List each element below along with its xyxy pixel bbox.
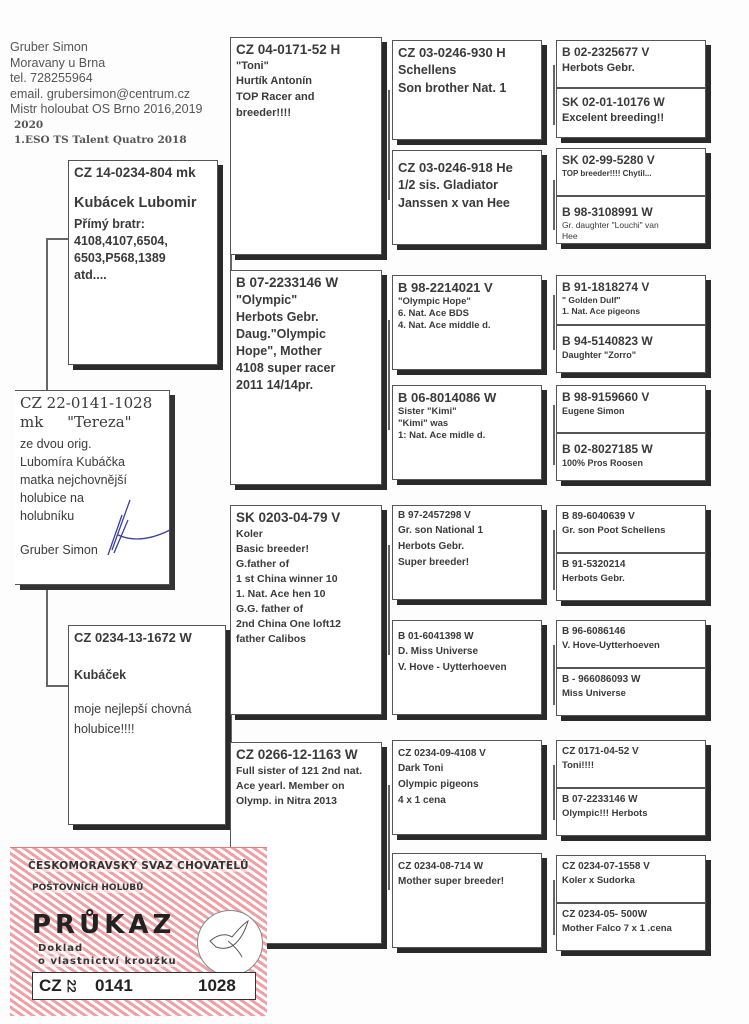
note-line: Hurtík Antonín xyxy=(236,75,312,87)
ring-number: CZ 0234-07-1558 V xyxy=(562,861,650,872)
ring-number: B 98-2214021 V xyxy=(398,280,493,295)
great-grandparent-box xyxy=(392,505,542,600)
great-grandparent-box xyxy=(392,853,542,948)
note-line: Gr. son Poot Schellens xyxy=(562,525,666,536)
note-line: Kubácek Lubomir xyxy=(74,195,197,211)
note-line: holubice!!!! xyxy=(74,722,135,736)
ring-number: CZ 03-0246-918 He xyxy=(398,160,513,175)
note-line: Olymp. in Nitra 2013 xyxy=(236,795,337,807)
note-line: Dark Toni xyxy=(398,763,444,774)
ring-number: CZ 04-0171-52 H xyxy=(236,42,341,57)
grandparent-box xyxy=(230,37,382,255)
great-grandparent-box xyxy=(392,385,542,480)
note-line: Mother super breeder! xyxy=(398,876,505,887)
ring-number-field xyxy=(32,972,256,1000)
note-line: Olympic pigeons xyxy=(398,779,479,790)
connector-line xyxy=(553,180,555,230)
note-line: Koler x Sudorka xyxy=(562,875,635,886)
note-line: 2011 14/14pr. xyxy=(236,378,314,392)
ring-number: CZ 0171-04-52 V xyxy=(562,746,639,757)
ring-number: CZ 0234-09-4108 V xyxy=(398,748,486,759)
gg-grandparent-box xyxy=(556,40,706,88)
note-line: Přímý bratr: xyxy=(74,217,145,231)
gg-grandparent-box xyxy=(556,620,706,668)
gg-grandparent-box xyxy=(556,385,706,433)
note-line: Gr. son National 1 xyxy=(398,525,484,536)
ring-number: SK 0203-04-79 V xyxy=(236,510,341,525)
ring-number: CZ 14-0234-804 mk xyxy=(74,165,196,180)
connector-line xyxy=(46,238,48,393)
note-line: "Kimi" was xyxy=(398,418,449,429)
note-line: G.G. father of xyxy=(236,603,304,615)
note-line: Gr. daughter "Louchi" van xyxy=(562,220,659,230)
connector-line xyxy=(46,685,68,687)
ring-number: CZ 0266-12-1163 W xyxy=(236,747,358,762)
connector-line xyxy=(388,90,390,200)
card-org-line2: POŠTOVNÍCH HOLUBŮ xyxy=(32,883,144,893)
note-line: Sister "Kimi" xyxy=(398,406,457,417)
note-line: TOP breeder!!!! Chytil... xyxy=(562,169,652,178)
ring-year: 22 xyxy=(64,979,79,993)
note-line: "Olympic Hope" xyxy=(398,296,471,307)
ring-number: B 07-2233146 W xyxy=(562,794,638,805)
note-line: Miss Universe xyxy=(562,688,626,699)
note-line: 100% Pros Roosen xyxy=(562,458,644,468)
note-line: Herbots Gebr. xyxy=(562,62,635,74)
note-line: Hee xyxy=(562,231,578,241)
ring-number: SK 02-99-5280 V xyxy=(562,153,655,167)
note-line: holubice na xyxy=(20,491,84,505)
gg-grandparent-box xyxy=(556,275,706,325)
owner-email: email. grubersimon@centrum.cz xyxy=(10,86,191,101)
note-line: Schellens xyxy=(398,63,457,77)
gg-grandparent-box xyxy=(556,553,706,601)
note-line: 1/2 sis. Gladiator xyxy=(398,178,499,192)
ring-number: B 96-6086146 xyxy=(562,626,626,637)
parent-box-dam xyxy=(68,625,226,825)
note-line: Kubáček xyxy=(74,668,127,682)
owner-phone: tel. 728255964 xyxy=(10,71,93,85)
note-line: 1: Nat. Ace midle d. xyxy=(398,430,486,441)
owner-header xyxy=(10,40,202,149)
ring-number: B - 966086093 W xyxy=(562,674,641,685)
note-line: father Calibos xyxy=(236,633,307,645)
note-line: Olympic!!! Herbots xyxy=(562,808,648,819)
connector-line xyxy=(46,238,68,240)
grandparent-box xyxy=(230,270,382,485)
note-line: Herbots Gebr. xyxy=(398,541,465,552)
ring-number: B 89-6040639 V xyxy=(562,511,635,522)
ring-number: B 07-2233146 W xyxy=(236,275,339,290)
note-line: Full sister of 121 2nd nat. xyxy=(236,765,363,777)
ring-number: B 91-1818274 V xyxy=(562,280,650,294)
grandparent-box xyxy=(230,505,382,715)
gg-grandparent-box xyxy=(556,903,706,951)
ring-number: B 02-2325677 V xyxy=(562,45,650,59)
ring-number: CZ 03-0246-930 H xyxy=(398,45,506,60)
connector-line xyxy=(553,765,555,820)
ring-number: B 06-8014086 W xyxy=(398,390,497,405)
ring-number: B 91-5320214 xyxy=(562,559,626,570)
gg-grandparent-box xyxy=(556,740,706,788)
note-line: Janssen x van Hee xyxy=(398,196,510,210)
note-line: Herbots Gebr. xyxy=(562,573,625,584)
ring-number: CZ 0234-08-714 W xyxy=(398,861,484,872)
note-line: Daughter "Zorro" xyxy=(562,350,637,360)
owner-year: 2020 xyxy=(14,118,44,131)
owner-award: 1.ESO TS Talent Quatro 2018 xyxy=(14,134,187,146)
note-line: V. Hove-Uytterhoeven xyxy=(562,640,660,651)
note-line: "Olympic" xyxy=(236,293,298,307)
card-subtitle2: o vlastnictví kroužku xyxy=(38,956,177,967)
signature-scribble xyxy=(100,495,180,560)
note-line: Daug."Olympic xyxy=(236,327,326,341)
ring-number: CZ 0234-05- 500W xyxy=(562,909,648,920)
note-line: 2nd China One loft12 xyxy=(236,618,342,630)
note-line: Excelent breeding!! xyxy=(562,112,665,124)
note-line: G.father of xyxy=(236,558,290,570)
great-grandparent-box xyxy=(392,740,542,835)
note-line: Herbots Gebr. xyxy=(236,310,319,324)
connector-line xyxy=(553,295,555,350)
connector-line xyxy=(553,405,555,465)
note-line: 6503,P568,1389 xyxy=(74,251,166,265)
ring-number: CZ 22-0141-1028 xyxy=(20,394,153,412)
sex-name: mk "Tereza" xyxy=(20,413,132,431)
note-line: Eugene Simon xyxy=(562,406,625,416)
great-grandparent-box xyxy=(392,40,542,140)
note-line: Ace yearl. Member on xyxy=(236,780,345,792)
gg-grandparent-box xyxy=(556,668,706,716)
card-title: PRŮKAZ xyxy=(32,910,176,940)
ring-number: B 01-6041398 W xyxy=(398,631,474,642)
note-line: 1. Nat. Ace pigeons xyxy=(562,306,641,316)
note-line: holubníku xyxy=(20,509,75,523)
card-org-line1: ČESKOMORAVSKÝ SVAZ CHOVATELŮ xyxy=(28,860,249,872)
note-line: TOP Racer and xyxy=(236,91,315,103)
ring-serial: 1028 xyxy=(198,976,236,995)
gg-grandparent-box xyxy=(556,505,706,553)
note-line: 6. Nat. Ace BDS xyxy=(398,308,469,319)
note-line: matka nejchovnější xyxy=(20,473,128,487)
ring-country: CZ xyxy=(39,976,62,995)
great-grandparent-box xyxy=(392,150,542,245)
note-line: 4108 super racer xyxy=(236,361,336,375)
note-line: breeder!!!! xyxy=(236,107,292,119)
connector-line xyxy=(388,545,390,655)
note-line: D. Miss Universe xyxy=(398,646,479,657)
note-line: Koler xyxy=(236,528,263,540)
note-line: " Golden Dulf" xyxy=(562,295,621,305)
great-grandparent-box xyxy=(392,275,542,370)
gg-grandparent-box xyxy=(556,196,706,244)
card-subtitle1: Doklad xyxy=(38,943,84,954)
ring-number: B 02-8027185 W xyxy=(562,442,653,456)
great-grandparent-box xyxy=(392,620,542,715)
ring-number: SK 02-01-10176 W xyxy=(562,95,665,109)
note-line: 4 x 1 cena xyxy=(398,795,446,806)
note-line: Son brother Nat. 1 xyxy=(398,81,507,95)
note-line: "Toni" xyxy=(236,60,269,72)
gg-grandparent-box xyxy=(556,788,706,836)
gg-grandparent-box xyxy=(556,433,706,481)
note-line: Toni!!!! xyxy=(562,760,594,771)
owner-signature-name: Gruber Simon xyxy=(20,543,98,557)
ring-number: B 97-2457298 V xyxy=(398,510,471,521)
note-line: 1 st China winner 10 xyxy=(236,573,338,585)
ring-number: B 94-5140823 W xyxy=(562,334,653,348)
ring-club-number: 0141 xyxy=(95,976,133,995)
ring-number: B 98-9159660 V xyxy=(562,390,650,404)
note-line: ze dvou orig. xyxy=(20,437,92,451)
connector-line xyxy=(553,645,555,705)
connector-line xyxy=(388,320,390,430)
gg-grandparent-box xyxy=(556,148,706,196)
ring-number: CZ 0234-13-1672 W xyxy=(74,630,192,645)
note-line: atd.... xyxy=(74,268,107,282)
parent-box-sire xyxy=(68,160,218,365)
note-line: moje nejlepší chovná xyxy=(74,702,192,716)
owner-name: Gruber Simon xyxy=(10,40,88,54)
note-line: 4. Nat. Ace middle d. xyxy=(398,320,491,331)
note-line: Super breeder! xyxy=(398,557,470,568)
note-line: Lubomíra Kubáčka xyxy=(20,455,125,469)
note-line: 1. Nat. Ace hen 10 xyxy=(236,588,326,600)
note-line: Basic breeder! xyxy=(236,543,309,555)
gg-grandparent-box xyxy=(556,855,706,903)
gg-grandparent-box xyxy=(556,325,706,373)
owner-place: Moravany u Brna xyxy=(10,55,106,70)
gg-grandparent-box xyxy=(556,88,706,138)
connector-line xyxy=(553,880,555,935)
union-seal-logo xyxy=(197,910,263,976)
note-line: V. Hove - Uytterhoeven xyxy=(398,662,507,673)
note-line: 4108,4107,6504, xyxy=(74,234,168,248)
ring-number: B 98-3108991 W xyxy=(562,205,653,219)
ring-ownership-card xyxy=(10,847,267,1016)
connector-line xyxy=(553,65,555,125)
connector-line xyxy=(388,785,390,890)
connector-line xyxy=(553,530,555,590)
owner-title: Mistr holoubat OS Brno 2016,2019 xyxy=(10,102,203,116)
note-line: Mother Falco 7 x 1 .cena xyxy=(562,923,672,934)
note-line: Hope", Mother xyxy=(236,344,322,358)
